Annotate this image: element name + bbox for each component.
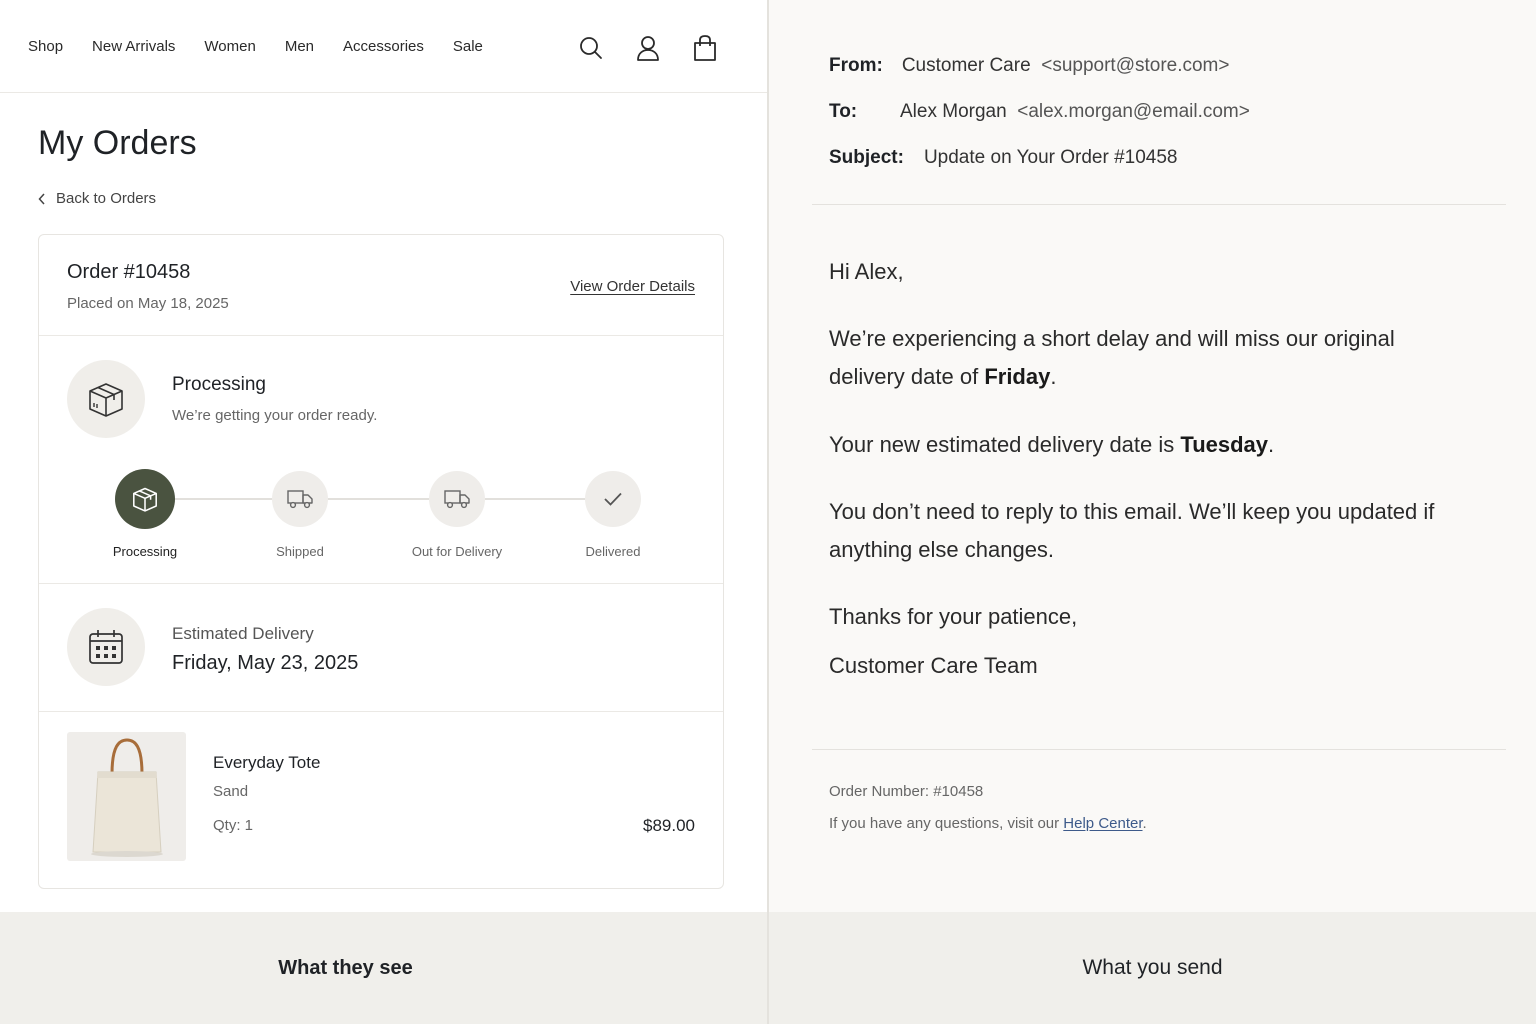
step-label: Processing	[112, 544, 178, 559]
product-name: Everyday Tote	[213, 753, 321, 772]
step-label: Out for Delivery	[411, 544, 503, 559]
caption-what-they-see: What they see	[0, 912, 767, 1024]
search-icon[interactable]	[579, 34, 603, 62]
product-color: Sand	[213, 783, 249, 800]
email-greeting: Hi Alex,	[829, 259, 904, 284]
email-from-row	[829, 55, 1229, 77]
truck-icon	[272, 471, 328, 527]
subject-label: Subject:	[829, 147, 904, 168]
truck-icon	[429, 471, 485, 527]
email-paragraph-new-date: Your new estimated delivery date is Tuesday.	[829, 432, 1275, 457]
step-delivered	[533, 469, 693, 559]
footer-divider	[812, 749, 1506, 750]
order-placed-date: Placed on May 18, 2025	[67, 295, 229, 312]
email-paragraph-no-reply: You don’t need to reply to this email. We’ll keep you updated if anything else changes.	[829, 499, 1435, 562]
nav-link-women[interactable]: Women	[204, 37, 256, 55]
back-label: Back to Orders	[56, 190, 157, 207]
subject-text: Update on Your Order #10458	[923, 147, 1178, 168]
page-title: My Orders	[38, 124, 197, 162]
from-name: Customer Care	[901, 55, 1031, 76]
customer-view-panel	[0, 0, 767, 912]
email-signoff: Thanks for your patience,	[829, 604, 1078, 629]
estimated-delivery-date: Friday, May 23, 2025	[172, 652, 359, 674]
product-image-tote[interactable]	[67, 732, 186, 861]
step-label: Shipped	[276, 544, 324, 559]
help-center-link[interactable]: Help Center	[1063, 815, 1143, 832]
nav-link-shop[interactable]: Shop	[28, 37, 64, 55]
email-paragraph-delay: We’re experiencing a short delay and will miss our original delivery date of Friday.	[829, 326, 1395, 389]
nav-link-men[interactable]: Men	[284, 37, 315, 55]
order-number: Order #10458	[67, 261, 191, 283]
nav-link-new-arrivals[interactable]: New Arrivals	[92, 37, 176, 55]
step-label: Delivered	[585, 544, 641, 559]
email-panel	[769, 0, 1536, 912]
step-processing	[65, 469, 225, 559]
top-nav	[0, 0, 767, 93]
header-divider	[812, 204, 1506, 205]
to-label: To:	[829, 101, 858, 122]
bag-icon[interactable]	[693, 34, 717, 62]
nav-link-sale[interactable]: Sale	[452, 37, 483, 55]
chevron-left-icon	[38, 193, 46, 205]
step-shipped	[220, 469, 380, 559]
status-title: Processing	[172, 374, 266, 395]
estimated-delivery-label: Estimated Delivery	[172, 624, 314, 643]
to-address: <alex.morgan@email.com>	[1017, 101, 1250, 122]
box-icon	[115, 469, 175, 529]
product-row	[39, 711, 723, 889]
nav-link-accessories[interactable]: Accessories	[343, 37, 424, 55]
status-section	[39, 335, 723, 583]
email-to-row	[829, 101, 1250, 123]
box-icon	[67, 360, 145, 438]
from-address: <support@store.com>	[1041, 55, 1230, 76]
step-out-for-delivery	[377, 469, 537, 559]
estimated-delivery-section	[39, 583, 723, 711]
footer-order-number: Order Number: #10458	[829, 783, 984, 800]
email-subject-row	[829, 147, 1177, 169]
product-price: $89.00	[643, 816, 695, 835]
back-to-orders-link[interactable]	[38, 190, 156, 207]
product-quantity: Qty: 1	[213, 817, 254, 834]
status-subtitle: We’re getting your order ready.	[172, 407, 378, 424]
order-card	[38, 234, 724, 889]
view-order-details-link[interactable]: View Order Details	[570, 278, 695, 295]
email-signature: Customer Care Team	[829, 653, 1038, 678]
calendar-icon	[67, 608, 145, 686]
footer-help-text: If you have any questions, visit our Help Center.	[829, 815, 1147, 832]
check-icon	[585, 471, 641, 527]
to-name: Alex Morgan	[900, 101, 1007, 122]
user-icon[interactable]	[636, 34, 660, 62]
from-label: From:	[829, 55, 883, 76]
caption-what-you-send: What you send	[769, 912, 1536, 1024]
